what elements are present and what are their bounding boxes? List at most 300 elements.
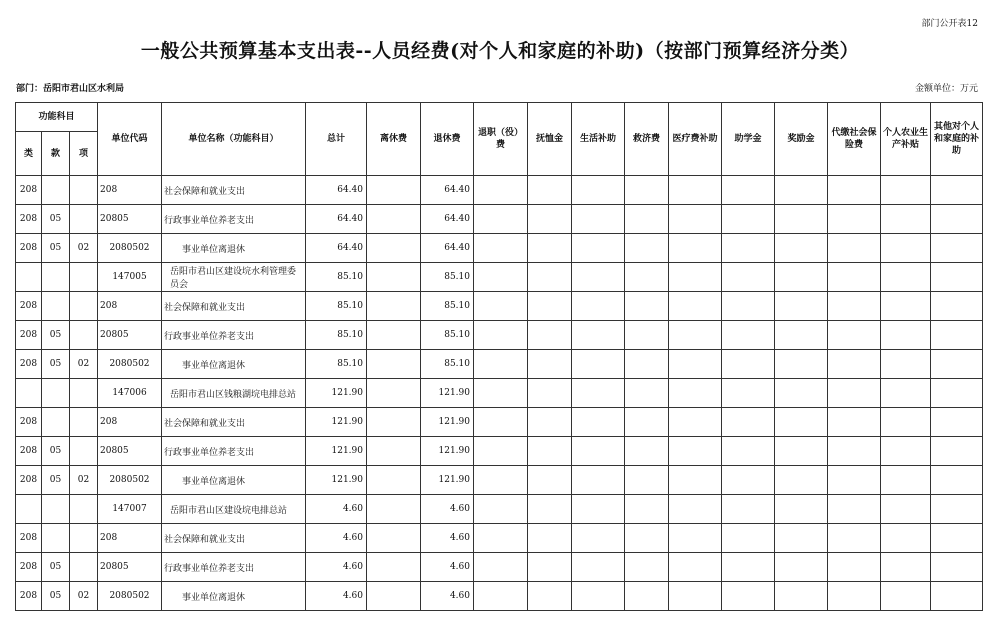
cell-zhuxue	[722, 524, 775, 553]
cell-daijiao	[828, 495, 881, 524]
cell-xiang: 02	[70, 582, 98, 611]
cell-tuizhi	[474, 205, 528, 234]
cell-qita	[931, 263, 983, 292]
cell-jiangli	[775, 553, 828, 582]
cell-qita	[931, 205, 983, 234]
table-row	[16, 495, 983, 524]
cell-tuixiu: 85.10	[421, 350, 474, 379]
cell-qita	[931, 321, 983, 350]
cell-yiliao	[669, 350, 722, 379]
cell-unit-code: 20805	[98, 205, 162, 234]
cell-nongye	[881, 553, 931, 582]
cell-total: 121.90	[306, 466, 367, 495]
table-row	[16, 437, 983, 466]
cell-unit-name: 社会保障和就业支出	[162, 408, 306, 437]
cell-jiangli	[775, 466, 828, 495]
cell-fuxu	[528, 176, 572, 205]
cell-lixiu	[367, 263, 421, 292]
header-jiuji: 救济费	[625, 103, 669, 176]
cell-kuan: 05	[42, 205, 70, 234]
cell-tuizhi	[474, 524, 528, 553]
cell-unit-name: 岳阳市君山区建设垸电排总站	[162, 495, 306, 524]
cell-jiuji	[625, 205, 669, 234]
cell-total: 121.90	[306, 437, 367, 466]
cell-unit-code: 20805	[98, 321, 162, 350]
cell-jiangli	[775, 292, 828, 321]
cell-qita	[931, 524, 983, 553]
cell-kuan: 05	[42, 234, 70, 263]
cell-yiliao	[669, 553, 722, 582]
header-zhuxue: 助学金	[722, 103, 775, 176]
cell-lei	[16, 263, 42, 292]
cell-lixiu	[367, 524, 421, 553]
cell-tuixiu: 121.90	[421, 379, 474, 408]
cell-zhuxue	[722, 205, 775, 234]
cell-tuixiu: 121.90	[421, 408, 474, 437]
cell-tuizhi	[474, 466, 528, 495]
cell-zhuxue	[722, 408, 775, 437]
cell-total: 64.40	[306, 205, 367, 234]
cell-unit-name: 岳阳市君山区钱粮湖垸电排总站	[162, 379, 306, 408]
cell-unit-code: 2080502	[98, 582, 162, 611]
cell-lei: 208	[16, 582, 42, 611]
header-jiangli: 奖励金	[775, 103, 828, 176]
cell-total: 64.40	[306, 176, 367, 205]
cell-fuxu	[528, 553, 572, 582]
cell-lei: 208	[16, 553, 42, 582]
cell-unit-code: 20805	[98, 437, 162, 466]
cell-unit-name: 社会保障和就业支出	[162, 176, 306, 205]
cell-xiang: 02	[70, 234, 98, 263]
cell-tuizhi	[474, 263, 528, 292]
cell-xiang	[70, 205, 98, 234]
cell-unit-code: 208	[98, 524, 162, 553]
cell-unit-name: 事业单位离退休	[162, 466, 306, 495]
header-fuxu: 抚恤金	[528, 103, 572, 176]
cell-kuan	[42, 408, 70, 437]
cell-lixiu	[367, 176, 421, 205]
header-unit-code: 单位代码	[98, 103, 162, 176]
cell-jiuji	[625, 292, 669, 321]
cell-zhuxue	[722, 321, 775, 350]
cell-daijiao	[828, 205, 881, 234]
cell-total: 121.90	[306, 379, 367, 408]
cell-yiliao	[669, 379, 722, 408]
cell-total: 85.10	[306, 263, 367, 292]
cell-unit-name: 岳阳市君山区建设垸水利管理委员会	[162, 263, 306, 292]
cell-lixiu	[367, 379, 421, 408]
cell-lixiu	[367, 437, 421, 466]
cell-shenghuo	[572, 437, 625, 466]
cell-kuan: 05	[42, 582, 70, 611]
cell-fuxu	[528, 437, 572, 466]
cell-nongye	[881, 466, 931, 495]
cell-daijiao	[828, 263, 881, 292]
table-row	[16, 292, 983, 321]
header-tuizhi: 退职（役）费	[474, 103, 528, 176]
cell-kuan: 05	[42, 466, 70, 495]
cell-yiliao	[669, 437, 722, 466]
cell-lei: 208	[16, 176, 42, 205]
cell-total: 64.40	[306, 234, 367, 263]
cell-shenghuo	[572, 321, 625, 350]
cell-jiangli	[775, 379, 828, 408]
cell-jiangli	[775, 263, 828, 292]
cell-total: 85.10	[306, 321, 367, 350]
cell-tuizhi	[474, 292, 528, 321]
cell-qita	[931, 350, 983, 379]
cell-daijiao	[828, 408, 881, 437]
cell-kuan	[42, 176, 70, 205]
cell-nongye	[881, 495, 931, 524]
cell-fuxu	[528, 205, 572, 234]
table-row	[16, 234, 983, 263]
cell-jiuji	[625, 582, 669, 611]
cell-xiang	[70, 263, 98, 292]
cell-qita	[931, 292, 983, 321]
header-lixiu: 离休费	[367, 103, 421, 176]
cell-zhuxue	[722, 176, 775, 205]
cell-nongye	[881, 408, 931, 437]
cell-kuan: 05	[42, 321, 70, 350]
cell-xiang	[70, 379, 98, 408]
cell-jiuji	[625, 321, 669, 350]
cell-unit-code: 208	[98, 292, 162, 321]
cell-qita	[931, 495, 983, 524]
cell-fuxu	[528, 524, 572, 553]
cell-tuizhi	[474, 408, 528, 437]
cell-kuan: 05	[42, 437, 70, 466]
cell-jiuji	[625, 263, 669, 292]
cell-lixiu	[367, 234, 421, 263]
cell-tuizhi	[474, 582, 528, 611]
cell-shenghuo	[572, 582, 625, 611]
cell-xiang	[70, 553, 98, 582]
cell-shenghuo	[572, 553, 625, 582]
cell-yiliao	[669, 524, 722, 553]
cell-nongye	[881, 321, 931, 350]
cell-lei: 208	[16, 524, 42, 553]
table-row	[16, 176, 983, 205]
cell-jiuji	[625, 466, 669, 495]
cell-unit-code: 147006	[98, 379, 162, 408]
cell-unit-code: 2080502	[98, 466, 162, 495]
cell-total: 85.10	[306, 350, 367, 379]
cell-xiang: 02	[70, 350, 98, 379]
cell-xiang	[70, 437, 98, 466]
cell-fuxu	[528, 292, 572, 321]
cell-zhuxue	[722, 495, 775, 524]
table-body	[16, 176, 983, 611]
cell-nongye	[881, 379, 931, 408]
cell-xiang	[70, 495, 98, 524]
cell-unit-name: 社会保障和就业支出	[162, 292, 306, 321]
cell-fuxu	[528, 495, 572, 524]
header-yiliao: 医疗费补助	[669, 103, 722, 176]
cell-zhuxue	[722, 350, 775, 379]
cell-nongye	[881, 263, 931, 292]
cell-tuizhi	[474, 321, 528, 350]
header-nongye: 个人农业生产补贴	[881, 103, 931, 176]
cell-zhuxue	[722, 379, 775, 408]
cell-yiliao	[669, 582, 722, 611]
cell-tuixiu: 64.40	[421, 176, 474, 205]
cell-lei: 208	[16, 408, 42, 437]
cell-tuixiu: 85.10	[421, 321, 474, 350]
page-title: 一般公共预算基本支出表--人员经费(对个人和家庭的补助)（按部门预算经济分类）	[140, 40, 860, 62]
cell-lixiu	[367, 466, 421, 495]
cell-lei: 208	[16, 437, 42, 466]
cell-qita	[931, 553, 983, 582]
cell-jiangli	[775, 205, 828, 234]
cell-tuixiu: 85.10	[421, 292, 474, 321]
table-row	[16, 379, 983, 408]
cell-yiliao	[669, 321, 722, 350]
cell-unit-name: 行政事业单位养老支出	[162, 205, 306, 234]
cell-shenghuo	[572, 292, 625, 321]
cell-jiuji	[625, 379, 669, 408]
table-row	[16, 408, 983, 437]
cell-shenghuo	[572, 524, 625, 553]
cell-lei: 208	[16, 321, 42, 350]
cell-kuan: 05	[42, 350, 70, 379]
cell-zhuxue	[722, 582, 775, 611]
cell-unit-code: 2080502	[98, 234, 162, 263]
cell-fuxu	[528, 466, 572, 495]
cell-nongye	[881, 176, 931, 205]
cell-unit-code: 147005	[98, 263, 162, 292]
cell-qita	[931, 437, 983, 466]
cell-kuan	[42, 263, 70, 292]
header-func-subject: 功能科目	[16, 103, 98, 132]
cell-jiangli	[775, 350, 828, 379]
cell-daijiao	[828, 553, 881, 582]
header-total: 总计	[306, 103, 367, 176]
cell-yiliao	[669, 205, 722, 234]
cell-jiangli	[775, 495, 828, 524]
expenditure-table	[15, 102, 983, 611]
cell-unit-name: 事业单位离退休	[162, 234, 306, 263]
cell-zhuxue	[722, 553, 775, 582]
cell-tuizhi	[474, 350, 528, 379]
cell-qita	[931, 379, 983, 408]
header-kuan: 款	[42, 132, 70, 176]
cell-tuixiu: 4.60	[421, 582, 474, 611]
cell-tuixiu: 121.90	[421, 437, 474, 466]
cell-lei: 208	[16, 466, 42, 495]
cell-kuan	[42, 495, 70, 524]
cell-daijiao	[828, 234, 881, 263]
cell-zhuxue	[722, 234, 775, 263]
cell-lixiu	[367, 321, 421, 350]
cell-shenghuo	[572, 495, 625, 524]
cell-daijiao	[828, 321, 881, 350]
cell-xiang	[70, 408, 98, 437]
department-label: 部门：岳阳市君山区水利局	[16, 84, 125, 94]
unit-label: 金额单位：万元	[914, 84, 978, 94]
cell-daijiao	[828, 582, 881, 611]
cell-xiang	[70, 321, 98, 350]
table-row	[16, 582, 983, 611]
cell-nongye	[881, 292, 931, 321]
cell-yiliao	[669, 466, 722, 495]
cell-lei: 208	[16, 292, 42, 321]
cell-tuixiu: 64.40	[421, 234, 474, 263]
cell-jiangli	[775, 437, 828, 466]
cell-qita	[931, 466, 983, 495]
cell-kuan: 05	[42, 553, 70, 582]
cell-unit-code: 208	[98, 176, 162, 205]
cell-xiang	[70, 524, 98, 553]
cell-lei	[16, 379, 42, 408]
table-row	[16, 205, 983, 234]
cell-jiangli	[775, 408, 828, 437]
cell-tuizhi	[474, 437, 528, 466]
cell-tuixiu: 4.60	[421, 553, 474, 582]
header-xiang: 项	[70, 132, 98, 176]
table-row	[16, 466, 983, 495]
cell-jiuji	[625, 234, 669, 263]
table-row	[16, 553, 983, 582]
cell-fuxu	[528, 234, 572, 263]
header-unit-name: 单位名称（功能科目）	[162, 103, 306, 176]
cell-lixiu	[367, 205, 421, 234]
cell-shenghuo	[572, 350, 625, 379]
cell-unit-name: 行政事业单位养老支出	[162, 553, 306, 582]
table-row	[16, 524, 983, 553]
cell-tuizhi	[474, 379, 528, 408]
cell-total: 85.10	[306, 292, 367, 321]
cell-jiuji	[625, 495, 669, 524]
cell-kuan	[42, 379, 70, 408]
cell-unit-code: 2080502	[98, 350, 162, 379]
cell-fuxu	[528, 263, 572, 292]
cell-xiang	[70, 176, 98, 205]
cell-lei: 208	[16, 350, 42, 379]
cell-shenghuo	[572, 205, 625, 234]
cell-fuxu	[528, 582, 572, 611]
cell-unit-name: 事业单位离退休	[162, 350, 306, 379]
cell-qita	[931, 582, 983, 611]
cell-tuizhi	[474, 234, 528, 263]
cell-tuixiu: 85.10	[421, 263, 474, 292]
cell-total: 4.60	[306, 495, 367, 524]
cell-nongye	[881, 350, 931, 379]
cell-nongye	[881, 582, 931, 611]
cell-unit-code: 20805	[98, 553, 162, 582]
cell-lei: 208	[16, 234, 42, 263]
cell-tuizhi	[474, 553, 528, 582]
cell-jiuji	[625, 350, 669, 379]
cell-yiliao	[669, 495, 722, 524]
cell-daijiao	[828, 176, 881, 205]
cell-shenghuo	[572, 176, 625, 205]
cell-fuxu	[528, 379, 572, 408]
cell-total: 4.60	[306, 582, 367, 611]
cell-total: 121.90	[306, 408, 367, 437]
cell-fuxu	[528, 350, 572, 379]
cell-nongye	[881, 234, 931, 263]
cell-daijiao	[828, 379, 881, 408]
table-row	[16, 350, 983, 379]
cell-qita	[931, 408, 983, 437]
cell-yiliao	[669, 234, 722, 263]
cell-lixiu	[367, 495, 421, 524]
cell-qita	[931, 234, 983, 263]
cell-jiuji	[625, 408, 669, 437]
cell-lixiu	[367, 350, 421, 379]
cell-jiangli	[775, 582, 828, 611]
cell-daijiao	[828, 524, 881, 553]
cell-shenghuo	[572, 234, 625, 263]
cell-lixiu	[367, 582, 421, 611]
cell-fuxu	[528, 408, 572, 437]
cell-yiliao	[669, 263, 722, 292]
cell-shenghuo	[572, 263, 625, 292]
cell-unit-name: 行政事业单位养老支出	[162, 437, 306, 466]
cell-zhuxue	[722, 466, 775, 495]
cell-lei: 208	[16, 205, 42, 234]
cell-yiliao	[669, 292, 722, 321]
cell-lixiu	[367, 292, 421, 321]
cell-lei	[16, 495, 42, 524]
table-number-label: 部门公开表12	[921, 19, 978, 29]
cell-zhuxue	[722, 292, 775, 321]
cell-daijiao	[828, 292, 881, 321]
cell-xiang	[70, 292, 98, 321]
cell-unit-name: 社会保障和就业支出	[162, 524, 306, 553]
table-row	[16, 263, 983, 292]
cell-zhuxue	[722, 437, 775, 466]
cell-jiangli	[775, 321, 828, 350]
cell-lixiu	[367, 408, 421, 437]
cell-shenghuo	[572, 379, 625, 408]
cell-jiuji	[625, 437, 669, 466]
cell-jiuji	[625, 176, 669, 205]
header-lei: 类	[16, 132, 42, 176]
cell-nongye	[881, 437, 931, 466]
cell-lixiu	[367, 553, 421, 582]
cell-jiangli	[775, 234, 828, 263]
cell-shenghuo	[572, 466, 625, 495]
cell-jiuji	[625, 524, 669, 553]
cell-tuixiu: 4.60	[421, 495, 474, 524]
cell-tuizhi	[474, 495, 528, 524]
cell-jiangli	[775, 524, 828, 553]
cell-jiuji	[625, 553, 669, 582]
cell-shenghuo	[572, 408, 625, 437]
cell-tuixiu: 121.90	[421, 466, 474, 495]
cell-qita	[931, 176, 983, 205]
cell-total: 4.60	[306, 553, 367, 582]
cell-unit-code: 147007	[98, 495, 162, 524]
cell-unit-code: 208	[98, 408, 162, 437]
cell-fuxu	[528, 321, 572, 350]
cell-tuixiu: 4.60	[421, 524, 474, 553]
header-daijiao: 代缴社会保险费	[828, 103, 881, 176]
cell-kuan	[42, 524, 70, 553]
cell-daijiao	[828, 437, 881, 466]
cell-zhuxue	[722, 263, 775, 292]
cell-daijiao	[828, 350, 881, 379]
table-row	[16, 321, 983, 350]
cell-yiliao	[669, 408, 722, 437]
cell-daijiao	[828, 466, 881, 495]
header-shenghuo: 生活补助	[572, 103, 625, 176]
cell-nongye	[881, 524, 931, 553]
cell-jiangli	[775, 176, 828, 205]
cell-unit-name: 行政事业单位养老支出	[162, 321, 306, 350]
